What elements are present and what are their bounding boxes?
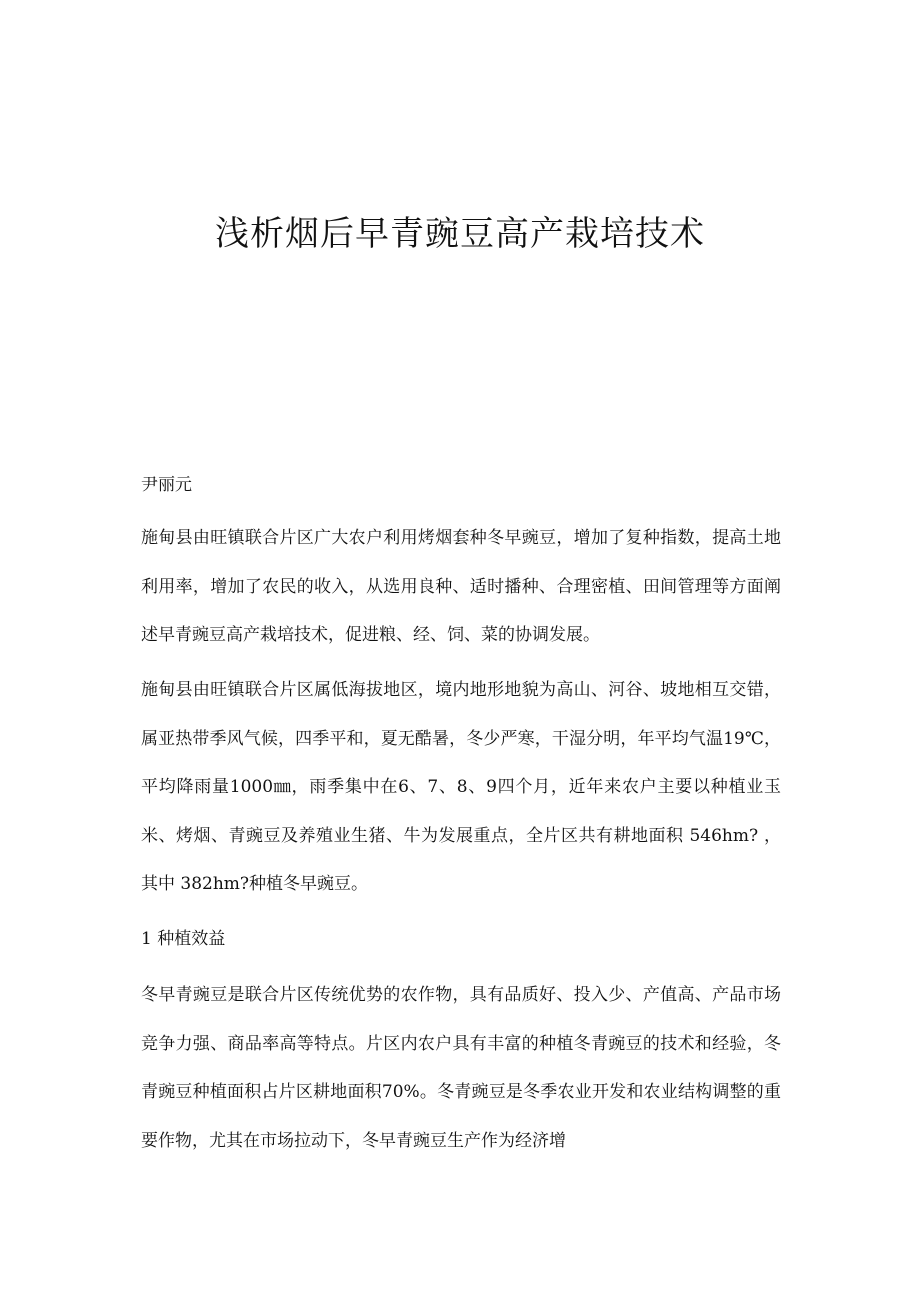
abstract-block — [141, 514, 781, 660]
abstract-paragraph: 施甸县由旺镇联合片区广大农户利用烤烟套种冬早豌豆，增加了复种指数，提高土地利用率，增加了农民的收入，从选用良种、适时播种、合理密植、田间管理等方面阐述早青豌豆高产栽培技术，促进粮、经、饲、菜的协调发展。 — [141, 528, 781, 645]
document-title: 浅析烟后早青豌豆高产栽培技术 — [215, 214, 705, 254]
body-paragraph: 施甸县由旺镇联合片区属低海拔地区，境内地形地貌为高山、河谷、坡地相互交错，属亚热带季风气候，四季平和，夏无酷暑，冬少严寒，干湿分明，年平均气温19℃，平均降雨量1000㎜，雨季集中在6、7、8、9四个月，近年来农户主要以种植业玉米、烤烟、青豌豆及养殖业生猪、牛为发展重点，全片区共有耕地面积 546hm? ，其中 382hm?种植冬早豌豆。 — [141, 680, 781, 894]
intro-block — [141, 666, 781, 909]
author-name: 尹丽元 — [141, 475, 192, 495]
section-body-block — [141, 971, 781, 1165]
section-heading: 1 种植效益 — [141, 929, 226, 949]
section-heading-block — [141, 915, 781, 964]
body-paragraph: 冬早青豌豆是联合片区传统优势的农作物，具有品质好、投入少、产值高、产品市场竞争力强、商品率高等特点。片区内农户具有丰富的种植冬青豌豆的技术和经验，冬青豌豆种植面积占片区耕地面积70%。冬青豌豆是冬季农业开发和农业结构调整的重要作物，尤其在市场拉动下，冬早青豌豆生产作为经济增 — [141, 985, 781, 1151]
